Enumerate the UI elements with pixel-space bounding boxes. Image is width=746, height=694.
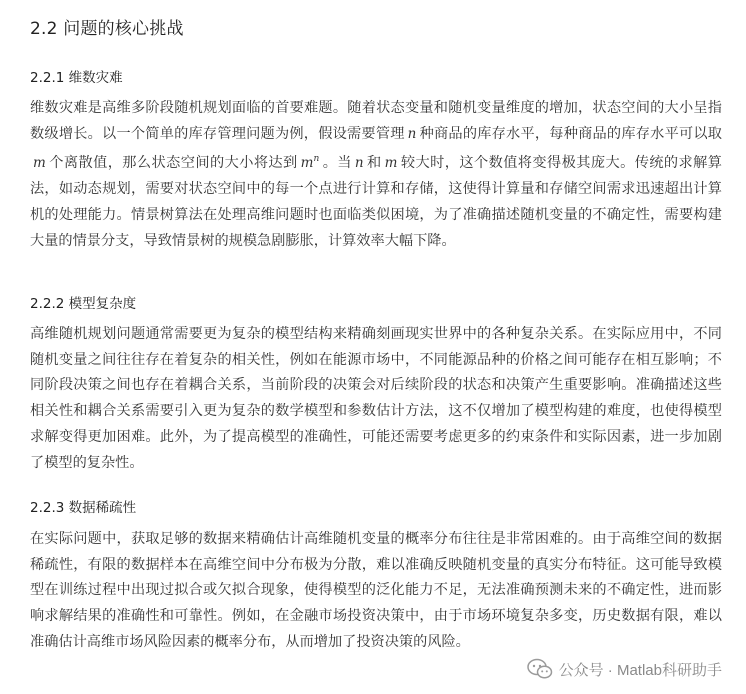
subsection-title-dimensionality: 2.2.1 维数灾难 <box>30 70 123 86</box>
paragraph-text: 种商品的库存水平，每种商品的库存水平可以取 <box>419 125 722 142</box>
math-variable-n: n <box>407 125 417 142</box>
paragraph-dimensionality <box>30 96 722 254</box>
paragraph-text: 维数灾难是高维多阶段随机规划面临的首要难题。随着状态变量和随机变量维度的增加，状态空间的大小呈指数级增长。以一个简单的库存管理问题为例，假设需要管理 <box>30 100 722 142</box>
subsection-title-data-sparsity: 2.2.3 数据稀疏性 <box>30 500 137 516</box>
paragraph-text: 。当 <box>322 155 352 172</box>
math-variable-m: m <box>33 155 46 172</box>
paragraph-text: 个离散值，那么状态空间的大小将达到 <box>48 155 298 172</box>
section-title: 2.2 问题的核心挑战 <box>30 19 184 39</box>
watermark-text: 公众号 · Matlab科研助手 <box>558 661 722 679</box>
math-variable-m: m <box>384 155 398 172</box>
math-base: m <box>300 155 314 172</box>
math-variable-n: n <box>354 155 364 172</box>
subsection-title-model-complexity: 2.2.2 模型复杂度 <box>30 296 137 312</box>
watermark <box>527 658 722 680</box>
math-exponent: n <box>313 154 320 165</box>
paragraph-data-sparsity: 在实际问题中，获取足够的数据来精确估计高维随机变量的概率分布往往是非常困难的。由于高维空间的数据稀疏性，有限的数据样本在高维空间中分布极为分散，难以准确反映随机变量的真实分布特征。这可能导致模型在训练过程中出现过拟合或欠拟合现象，使得模型的泛化能力不足，无法准确预测未来的不确定性，进而影响求解结果的准确性和可靠性。例如，在金融市场投资决策中，由于市场环境复杂多变，历史数据有限，难以准确估计高维市场风险因素的概率分布，从而增加了投资决策的风险。 <box>30 531 722 650</box>
paragraph-model-complexity: 高维随机规划问题通常需要更为复杂的模型结构来精确刻画现实世界中的各种复杂关系。在实际应用中，不同随机变量之间往往存在着复杂的相关性，例如在能源市场中，不同能源品种的价格之间可能存在相互影响；不同阶段决策之间也存在着耦合关系，当前阶段的决策会对后续阶段的状态和决策产生重要影响。准确描述这些相关性和耦合关系需要引入更为复杂的数学模型和参数估计方法，这不仅增加了模型构建的难度，也使得模型求解变得更加困难。此外，为了提高模型的准确性，可能还需要考虑更多的约束条件和实际因素，进一步加剧了模型的复杂性。 <box>30 326 722 471</box>
math-power-m-n <box>298 155 323 171</box>
paragraph-text: 较大时，这个数值将变得极其庞大。传统的求解算法，如动态规划，需要对状态空间中的每一个点进行计算和存储，这使得计算量和存储空间需求迅速超出计算机的处理能力。情景树算法在处理高维问题时也面临类似困境，为了准确描述随机变量的不确定性，需要构建大量的情景分支，导致情景树的规模急剧膨胀，计算效率大幅下降。 <box>30 155 722 249</box>
wechat-icon <box>527 658 553 680</box>
paragraph-text: 和 <box>366 155 382 172</box>
